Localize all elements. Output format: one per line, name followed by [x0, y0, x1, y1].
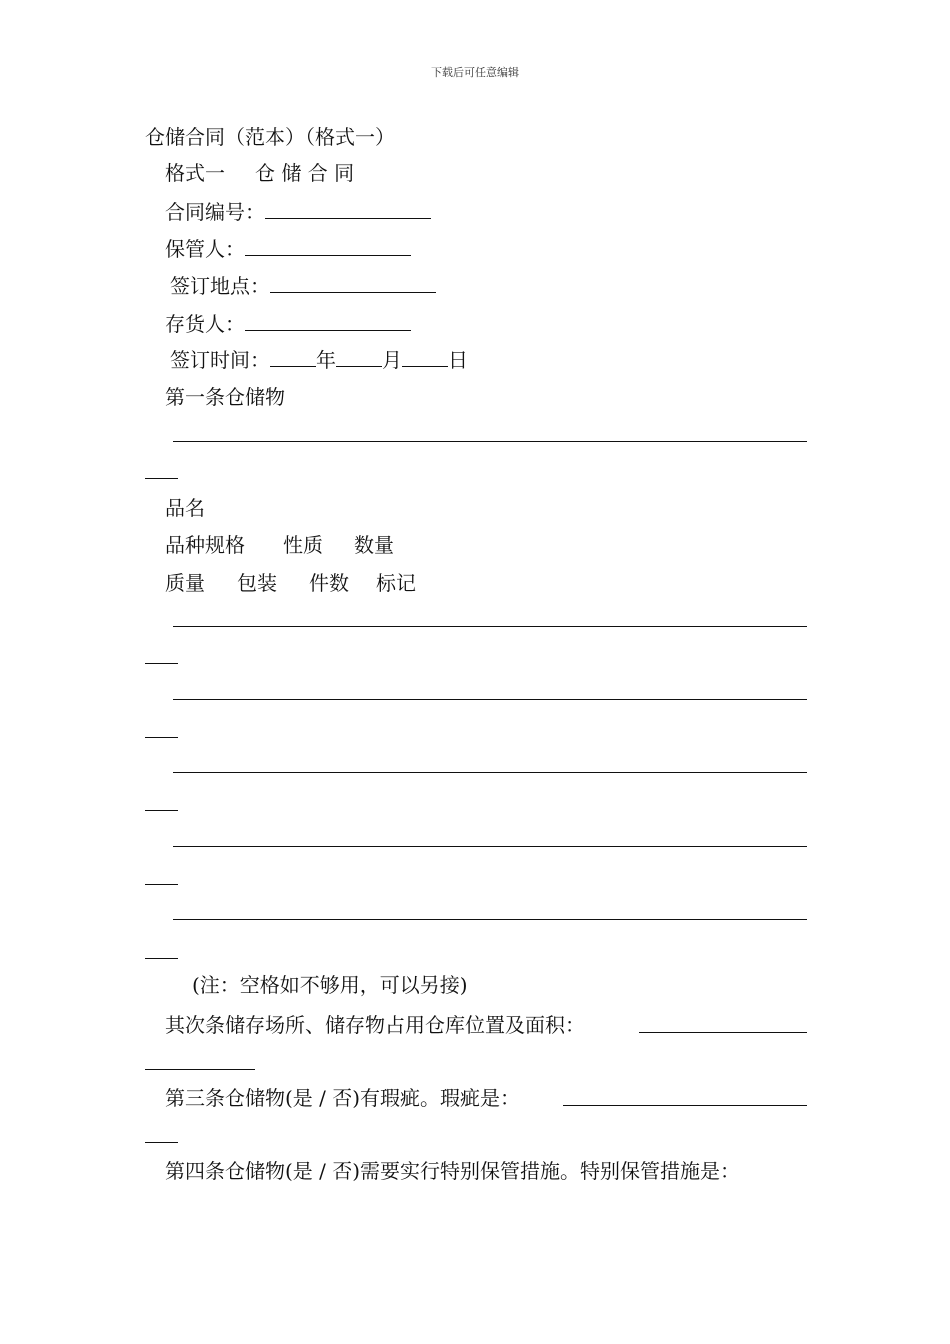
mark-label: 标记 [376, 571, 416, 595]
property-label: 性质 [283, 533, 323, 557]
month-label: 月 [382, 348, 402, 372]
fill-line-tail[interactable] [145, 958, 178, 959]
pieces-label: 件数 [309, 571, 349, 595]
article3-blank-tail[interactable] [145, 1142, 178, 1143]
spec-label: 品种规格 [165, 533, 245, 557]
year-label: 年 [316, 348, 336, 372]
article2-blank-tail[interactable] [145, 1069, 255, 1070]
keeper-row [165, 235, 411, 262]
sign-place-label: 签订地点： [170, 274, 270, 298]
page-header: 下载后可任意编辑 [431, 66, 519, 79]
fill-line[interactable] [173, 772, 807, 773]
table-header-row2 [165, 570, 416, 596]
fill-line-tail[interactable] [145, 737, 178, 738]
day-label: 日 [448, 348, 468, 372]
article3-text: 第三条仓储物(是 / 否)有瑕疵。瑕疵是： [165, 1086, 521, 1110]
fill-line[interactable] [173, 919, 807, 920]
article3-blank[interactable] [563, 1105, 807, 1106]
table-header-row1 [165, 532, 394, 558]
depositor-label: 存货人： [165, 312, 245, 336]
document-title: 仓储合同（范本）（格式一） [145, 125, 395, 149]
contract-no-label: 合同编号： [165, 200, 265, 224]
depositor-row [165, 310, 411, 337]
keeper-label: 保管人： [165, 237, 245, 261]
sign-place-blank[interactable] [270, 272, 436, 293]
article2-blank[interactable] [639, 1032, 807, 1033]
packaging-label: 包装 [237, 571, 277, 595]
note: (注：空格如不够用，可以另接) [192, 973, 468, 997]
sign-place-row [170, 272, 436, 299]
contract-no-blank[interactable] [265, 198, 431, 219]
format-label: 格式一 [165, 161, 225, 185]
day-blank[interactable] [402, 346, 448, 367]
contract-no-row [165, 198, 431, 225]
article4-text: 第四条仓储物(是 / 否)需要实行特别保管措施。特别保管措施是： [165, 1159, 741, 1183]
month-blank[interactable] [336, 346, 382, 367]
article2-row [165, 1012, 585, 1038]
contract-heading: 仓 储 合 同 [255, 161, 355, 185]
fill-line[interactable] [173, 441, 807, 442]
fill-line[interactable] [173, 699, 807, 700]
keeper-blank[interactable] [245, 235, 411, 256]
year-blank[interactable] [270, 346, 316, 367]
fill-line-tail[interactable] [145, 478, 178, 479]
sign-time-label: 签订时间： [170, 348, 270, 372]
col-name-label: 品名 [165, 496, 205, 520]
fill-line-tail[interactable] [145, 663, 178, 664]
article2-text: 其次条储存场所、储存物占用仓库位置及面积： [165, 1013, 585, 1037]
sign-time-row [170, 346, 468, 373]
quantity-label: 数量 [354, 533, 394, 557]
article1-heading: 第一条仓储物 [165, 385, 285, 409]
fill-line[interactable] [173, 846, 807, 847]
fill-line-tail[interactable] [145, 884, 178, 885]
fill-line[interactable] [173, 626, 807, 627]
depositor-blank[interactable] [245, 310, 411, 331]
article3-row [165, 1085, 520, 1111]
format-subtitle [165, 160, 354, 186]
quality-label: 质量 [165, 571, 205, 595]
fill-line-tail[interactable] [145, 810, 178, 811]
